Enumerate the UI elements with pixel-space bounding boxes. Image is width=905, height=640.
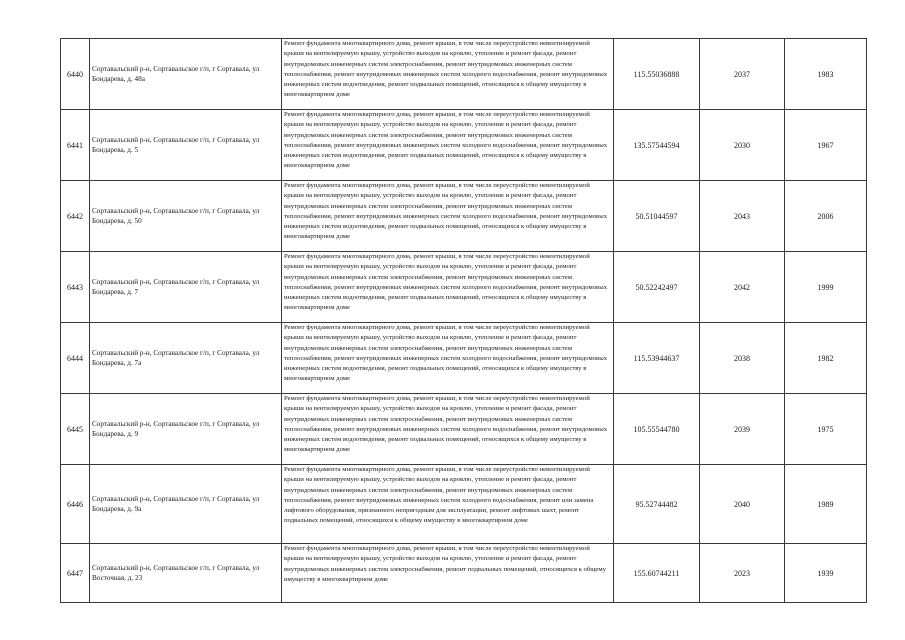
planned-year-cell: 2030: [700, 110, 785, 181]
works-cell: Ремонт фундамента многоквартирного дома, ремонт крыши, в том числе переустройство невентилируемой крыши на вентилируемую крышу, устройство выходов на кровлю, утепление и ремонт фасада, ремонт внутридомовых инженерных систем электроснабжения, ремонт внутридомовых инженерных систем теплоснабжения, ремонт внутридомовых инженерных систем холодного водоснабжения, ремонт внутридомовых инженерных систем водоотведения, ремонт подвальных помещений, относящихся к общему имуществу в многоквартирном доме: [282, 252, 614, 323]
area-cell: 155.60744211: [614, 544, 700, 603]
table-row: [61, 39, 867, 110]
table-row: [61, 181, 867, 252]
area-cell: 115.53944637: [614, 323, 700, 394]
build-year-cell: 1983: [785, 39, 867, 110]
works-cell: Ремонт фундамента многоквартирного дома, ремонт крыши, в том числе переустройство невентилируемой крыши на вентилируемую крышу, устройство выходов на кровлю, утепление и ремонт фасада, ремонт внутридомовых инженерных систем электроснабжения, ремонт внутридомовых инженерных систем теплоснабжения, ремонт внутридомовых инженерных систем холодного водоснабжения, ремонт внутридомовых инженерных систем водоотведения, ремонт подвальных помещений, относящихся к общему имуществу в многоквартирном доме: [282, 39, 614, 110]
works-cell: Ремонт фундамента многоквартирного дома, ремонт крыши, в том числе переустройство невентилируемой крыши на вентилируемую крышу, устройство выходов на кровлю, утепление и ремонт фасада, ремонт внутридомовых инженерных систем электроснабжения, ремонт подвальных помещений, относящихся к общему имуществу в многоквартирном доме: [282, 544, 614, 603]
build-year-cell: 1989: [785, 465, 867, 544]
table-body: [61, 39, 867, 603]
address-cell: Сортавальский р-н, Сортавальское г/п, г Сортавала, ул Восточная, д. 23: [90, 544, 282, 603]
address-cell: Сортавальский р-н, Сортавальское г/п, г Сортавала, ул Бондарева, д. 9а: [90, 465, 282, 544]
planned-year-cell: 2039: [700, 394, 785, 465]
works-cell: Ремонт фундамента многоквартирного дома, ремонт крыши, в том числе переустройство невентилируемой крыши на вентилируемую крышу, устройство выходов на кровлю, утепление и ремонт фасада, ремонт внутридомовых инженерных систем электроснабжения, ремонт внутридомовых инженерных систем теплоснабжения, ремонт внутридомовых инженерных систем холодного водоснабжения, ремонт внутридомовых инженерных систем водоотведения, ремонт подвальных помещений, относящихся к общему имуществу в многоквартирном доме: [282, 181, 614, 252]
planned-year-cell: 2043: [700, 181, 785, 252]
row-number: 6444: [61, 323, 90, 394]
build-year-cell: 1967: [785, 110, 867, 181]
planned-year-cell: 2038: [700, 323, 785, 394]
area-cell: 50.51044597: [614, 181, 700, 252]
planned-year-cell: 2023: [700, 544, 785, 603]
address-cell: Сортавальский р-н, Сортавальское г/п, г Сортавала, ул Бондарева, д. 48а: [90, 39, 282, 110]
table-row: [61, 465, 867, 544]
build-year-cell: 1982: [785, 323, 867, 394]
row-number: 6441: [61, 110, 90, 181]
table-row: [61, 394, 867, 465]
address-cell: Сортавальский р-н, Сортавальское г/п, г Сортавала, ул Бондарева, д. 9: [90, 394, 282, 465]
build-year-cell: 1975: [785, 394, 867, 465]
build-year-cell: 2006: [785, 181, 867, 252]
area-cell: 50.52242497: [614, 252, 700, 323]
works-cell: Ремонт фундамента многоквартирного дома, ремонт крыши, в том числе переустройство невентилируемой крыши на вентилируемую крышу, устройство выходов на кровлю, утепление и ремонт фасада, ремонт внутридомовых инженерных систем электроснабжения, ремонт внутридомовых инженерных систем теплоснабжения, ремонт внутридомовых инженерных систем холодного водоснабжения, ремонт внутридомовых инженерных систем водоотведения, ремонт подвальных помещений, относящихся к общему имуществу в многоквартирном доме: [282, 323, 614, 394]
works-cell: Ремонт фундамента многоквартирного дома, ремонт крыши, в том числе переустройство невентилируемой крыши на вентилируемую крышу, устройство выходов на кровлю, утепление и ремонт фасада, ремонт внутридомовых инженерных систем электроснабжения, ремонт внутридомовых инженерных систем теплоснабжения, ремонт внутридомовых инженерных систем холодного водоснабжения, ремонт внутридомовых инженерных систем водоотведения, ремонт подвальных помещений, относящихся к общему имуществу в многоквартирном доме: [282, 110, 614, 181]
build-year-cell: 1999: [785, 252, 867, 323]
row-number: 6447: [61, 544, 90, 603]
table-row: [61, 252, 867, 323]
area-cell: 95.52744482: [614, 465, 700, 544]
works-cell: Ремонт фундамента многоквартирного дома, ремонт крыши, в том числе переустройство невентилируемой крыши на вентилируемую крышу, устройство выходов на кровлю, утепление и ремонт фасада, ремонт внутридомовых инженерных систем электроснабжения, ремонт внутридомовых инженерных систем теплоснабжения, ремонт внутридомовых инженерных систем холодного водоснабжения, ремонт или замена лифтового оборудования, признанного непригодным для эксплуатации, ремонт лифтовых шахт, ремонт подвальных помещений, относящихся к общему имуществу в многоквартирном доме: [282, 465, 614, 544]
row-number: 6445: [61, 394, 90, 465]
row-number: 6442: [61, 181, 90, 252]
works-cell: Ремонт фундамента многоквартирного дома, ремонт крыши, в том числе переустройство невентилируемой крыши на вентилируемую крышу, устройство выходов на кровлю, утепление и ремонт фасада, ремонт внутридомовых инженерных систем электроснабжения, ремонт внутридомовых инженерных систем теплоснабжения, ремонт внутридомовых инженерных систем холодного водоснабжения, ремонт внутридомовых инженерных систем водоотведения, ремонт подвальных помещений, относящихся к общему имуществу в многоквартирном доме: [282, 394, 614, 465]
address-cell: Сортавальский р-н, Сортавальское г/п, г Сортавала, ул Бондарева, д. 5: [90, 110, 282, 181]
row-number: 6440: [61, 39, 90, 110]
table-row: [61, 544, 867, 603]
area-cell: 135.57544594: [614, 110, 700, 181]
row-number: 6443: [61, 252, 90, 323]
row-number: 6446: [61, 465, 90, 544]
planned-year-cell: 2037: [700, 39, 785, 110]
address-cell: Сортавальский р-н, Сортавальское г/п, г Сортавала, ул Бондарева, д. 7: [90, 252, 282, 323]
address-cell: Сортавальский р-н, Сортавальское г/п, г Сортавала, ул Бондарева, д. 7а: [90, 323, 282, 394]
area-cell: 115.55036888: [614, 39, 700, 110]
area-cell: 105.55544780: [614, 394, 700, 465]
planned-year-cell: 2040: [700, 465, 785, 544]
address-cell: Сортавальский р-н, Сортавальское г/п, г Сортавала, ул Бондарева, д. 50: [90, 181, 282, 252]
table-row: [61, 323, 867, 394]
table-row: [61, 110, 867, 181]
build-year-cell: 1939: [785, 544, 867, 603]
planned-year-cell: 2042: [700, 252, 785, 323]
repair-schedule-table: [60, 38, 867, 603]
